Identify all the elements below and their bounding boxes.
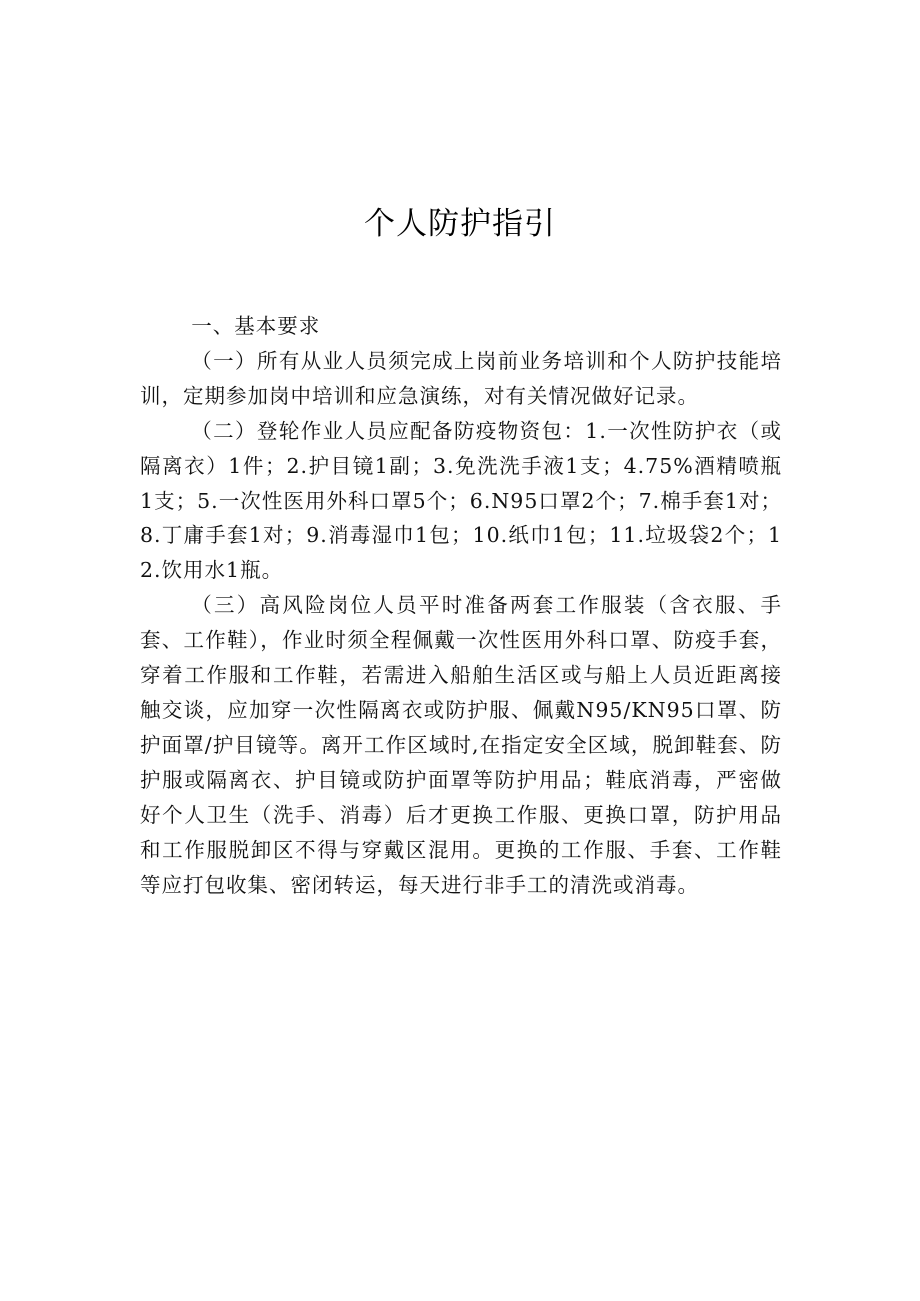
paragraph-supply-kit: （二）登轮作业人员应配备防疫物资包：1.一次性防护衣（或隔离衣）1件；2.护目镜1副；3.免洗洗手液1支；4.75%酒精喷瓶1支；5.一次性医用外科口罩5个；6.N95口罩2个；7.棉手套1对；8.丁庸手套1对；9.消毒湿巾1包；10.纸巾1包；11.垃圾袋2个；12.饮用水1瓶。 <box>140 418 782 583</box>
section-heading-basic-requirements: 一、基本要求 <box>191 314 321 338</box>
document-title: 个人防护指引 <box>364 206 556 242</box>
paragraph-high-risk-protection: （三）高风险岗位人员平时准备两套工作服装（含衣服、手套、工作鞋），作业时须全程佩戴一次性医用外科口罩、防疫手套，穿着工作服和工作鞋，若需进入船舶生活区或与船上人员近距离接触交谈，应加穿一次性隔离衣或防护服、佩戴N95/KN95口罩、防护面罩/护目镜等。离开工作区域时,在指定安全区域，脱卸鞋套、防护服或隔离衣、护目镜或防护面罩等防护用品；鞋底消毒，严密做好个人卫生（洗手、消毒）后才更换工作服、更换口罩，防护用品和工作服脱卸区不得与穿戴区混用。更换的工作服、手套、工作鞋等应打包收集、密闭转运，每天进行非手工的清洗或消毒。 <box>140 593 782 897</box>
paragraph-training: （一）所有从业人员须完成上岗前业务培训和个人防护技能培训，定期参加岗中培训和应急演练，对有关情况做好记录。 <box>140 348 782 408</box>
document-body <box>140 309 782 902</box>
